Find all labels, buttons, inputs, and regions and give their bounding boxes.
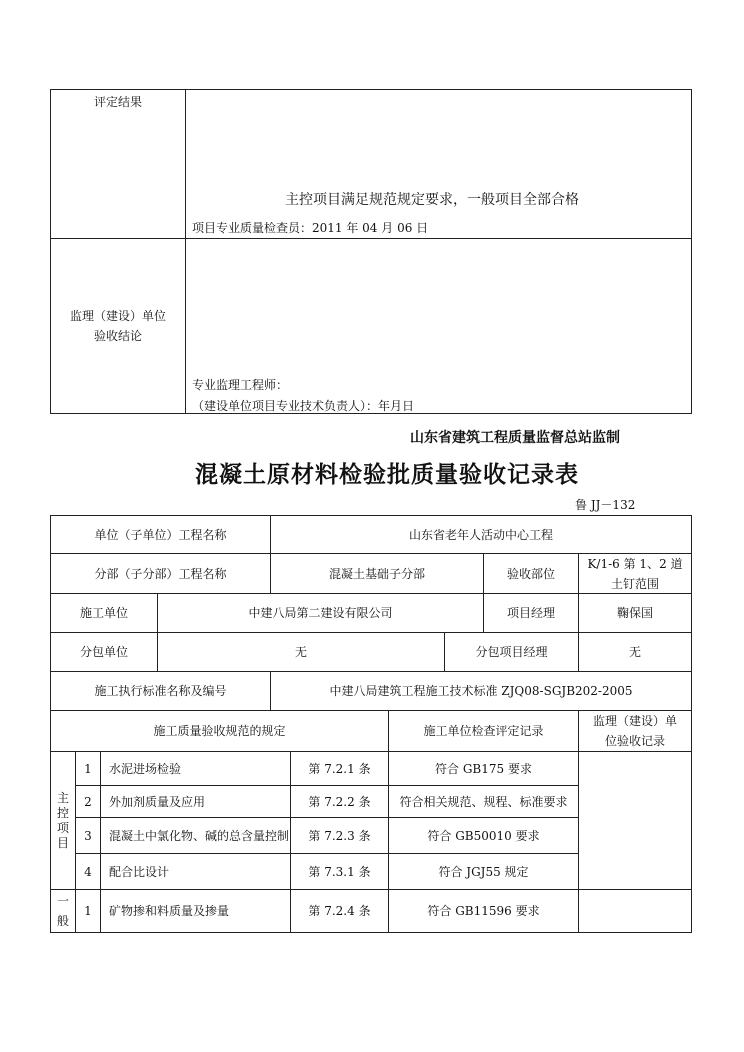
item-name: 外加剂质量及应用 [100, 785, 291, 818]
unit-value: 山东省老年人活动中心工程 [270, 515, 692, 554]
sub-value: 无 [157, 632, 445, 672]
item-name: 矿物掺和料质量及掺量 [100, 889, 291, 933]
general-label: 一般 [50, 889, 76, 933]
item-clause: 第 7.2.2 条 [290, 785, 389, 818]
main-supervision-cell [578, 751, 692, 890]
item-name: 水泥进场检验 [100, 751, 291, 786]
item-clause: 第 7.2.3 条 [290, 817, 389, 854]
std-label: 施工执行标准名称及编号 [50, 671, 271, 711]
header-supervision-record: 监理（建设）单位验收记录 [578, 710, 692, 752]
inspector-line: 项目专业质量检查员：2011 年 04 月 06 日 [192, 221, 429, 235]
main-control-label: 主控项目 [50, 751, 76, 890]
general-supervision-cell [578, 889, 692, 933]
item-number: 2 [75, 785, 101, 818]
eval-result-cell [185, 89, 692, 239]
tech-lead-line: （建设单位项目专业技术负责人）：年月日 [192, 399, 415, 413]
supervision-label-2: 验收结论 [93, 329, 142, 343]
item-clause: 第 7.2.1 条 [290, 751, 389, 786]
supervision-label-cell [50, 238, 186, 414]
form-code: 鲁 JJ－132 [575, 498, 636, 512]
eval-label-cell [50, 89, 186, 239]
sub-pm-label: 分包项目经理 [444, 632, 579, 672]
sub-pm-value: 无 [578, 632, 692, 672]
location-label: 验收部位 [483, 553, 579, 594]
item-record: 符合 JGJ55 规定 [388, 853, 579, 890]
item-number: 1 [75, 889, 101, 933]
item-number: 1 [75, 751, 101, 786]
eval-label: 评定结果 [93, 95, 142, 109]
page-title: 混凝土原材料检验批质量验收记录表 [195, 461, 579, 488]
item-record: 符合 GB11596 要求 [388, 889, 579, 933]
division-label: 分部（子分部）工程名称 [50, 553, 271, 594]
header-spec: 施工质量验收规范的规定 [50, 710, 389, 752]
item-number: 4 [75, 853, 101, 890]
item-clause: 第 7.3.1 条 [290, 853, 389, 890]
pm-value: 鞠保国 [578, 593, 692, 633]
division-value: 混凝土基础子分部 [270, 553, 484, 594]
item-record: 符合 GB50010 要求 [388, 817, 579, 854]
item-number: 3 [75, 817, 101, 854]
issuer: 山东省建筑工程质量监督总站监制 [410, 430, 620, 446]
sub-label: 分包单位 [50, 632, 158, 672]
contractor-label: 施工单位 [50, 593, 158, 633]
std-value: 中建八局建筑工程施工技术标准 ZJQ08-SGJB202-2005 [270, 671, 692, 711]
item-clause: 第 7.2.4 条 [290, 889, 389, 933]
unit-label: 单位（子单位）工程名称 [50, 515, 271, 554]
pm-label: 项目经理 [483, 593, 579, 633]
header-contractor-record: 施工单位检查评定记录 [388, 710, 579, 752]
supervision-label: 监理（建设）单位 [69, 309, 166, 323]
item-record: 符合相关规范、规程、标准要求 [388, 785, 579, 818]
item-name: 混凝土中氯化物、碱的总含量控制 [100, 817, 291, 854]
item-record: 符合 GB175 要求 [388, 751, 579, 786]
supervisor-line: 专业监理工程师： [192, 378, 289, 392]
item-name: 配合比设计 [100, 853, 291, 890]
eval-result: 主控项目满足规范规定要求，一般项目全部合格 [285, 192, 579, 208]
location-value: K/1-6 第 1、2 道土钉范围 [578, 553, 692, 594]
contractor-value: 中建八局第二建设有限公司 [157, 593, 484, 633]
